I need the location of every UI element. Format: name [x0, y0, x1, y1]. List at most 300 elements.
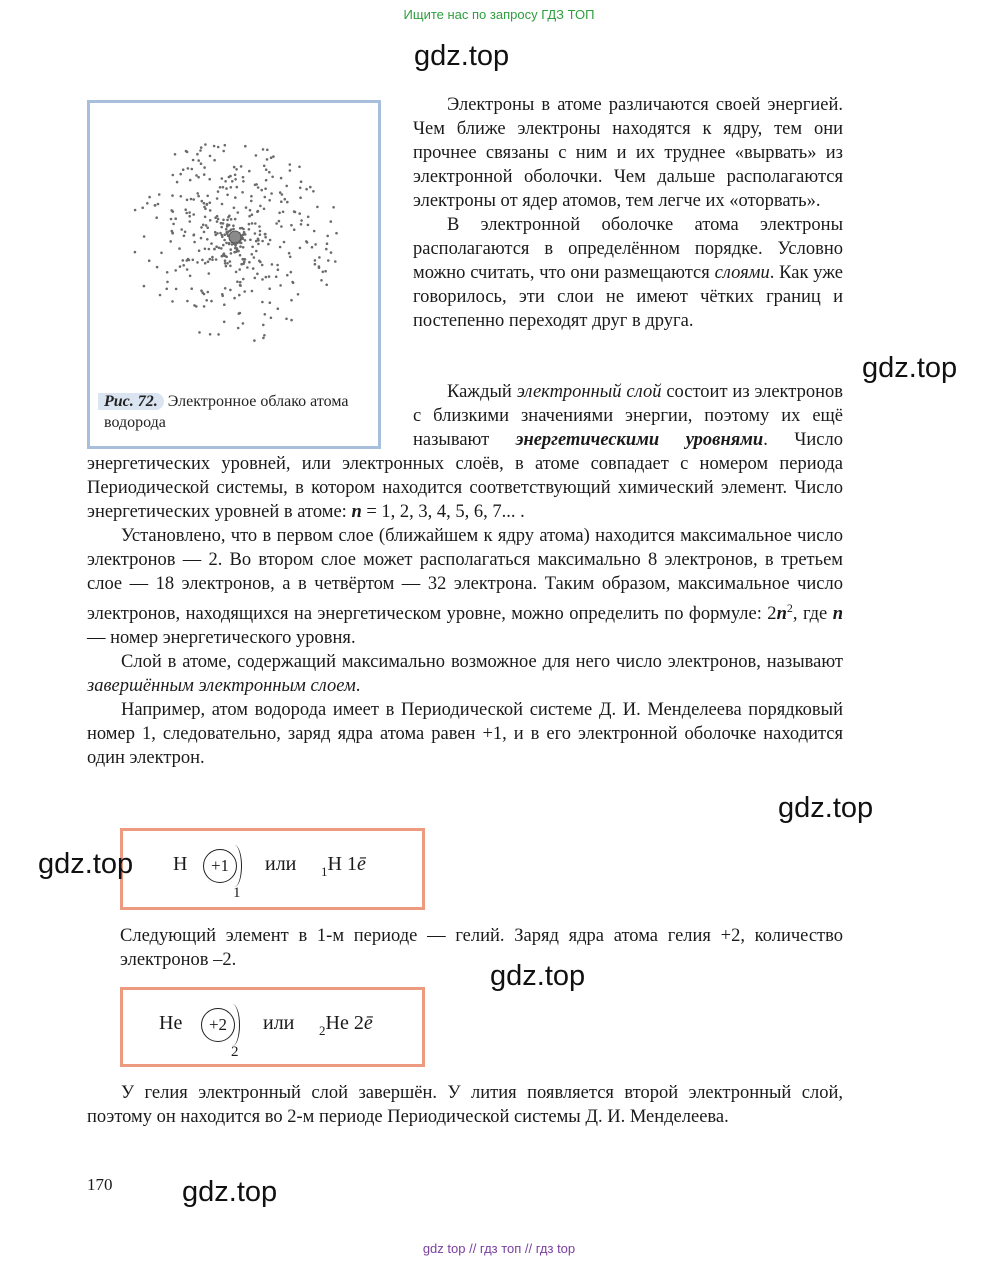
electron-dot — [200, 226, 203, 229]
electron-dot — [192, 159, 195, 162]
electron-dot — [318, 256, 321, 259]
electron-dot — [186, 300, 189, 303]
electron-dot — [188, 211, 191, 214]
electron-dot — [166, 271, 169, 274]
electron-dot — [218, 247, 221, 250]
electron-dot — [238, 294, 241, 297]
electron-dot — [282, 211, 285, 214]
electron-dot — [185, 150, 188, 153]
electron-dot — [234, 174, 237, 177]
electron-dot — [214, 216, 217, 219]
top-banner[interactable]: Ищите нас по запросу ГДЗ ТОП — [403, 7, 595, 22]
electron-dot — [278, 220, 281, 223]
electron-dot — [300, 219, 303, 222]
electron-dot — [262, 324, 265, 327]
electron-dot — [190, 198, 193, 201]
electron-dot — [263, 208, 266, 211]
electron-dot — [222, 186, 225, 189]
electron-dot — [266, 149, 269, 152]
electron-dot — [165, 288, 168, 291]
electron-dot — [222, 244, 225, 247]
text-fragment: Установлено, что в первом слое (ближайшем к ядру атома) находится максимальное число электронов — 2. Во втором слое может располагаться максимально 8 электронов, в третьем слое — 18 электронов, а в четвёртом — 32 электрона. Таким образом, максимальное число электронов, находящихся на энергетическом уровне, можно определить по формуле: 2 — [87, 526, 843, 625]
electron-dot — [170, 218, 173, 221]
watermark: gdz.top — [182, 1176, 278, 1208]
electron-dot — [261, 240, 264, 243]
electron-dot — [217, 190, 220, 193]
electron-dot — [200, 146, 203, 149]
electron-dot — [198, 249, 201, 252]
paragraph-layers — [413, 213, 843, 333]
electron-dot — [320, 279, 323, 282]
paragraph-lithium-text: У гелия электронный слой завершён. У лития появляется второй электронный слой, поэтому он находится во 2-м периоде Периодической системы Д. И. Менделеева. — [87, 1083, 843, 1127]
electron-dot — [171, 194, 174, 197]
electron-dot — [311, 246, 314, 249]
shell-electron-count: 1 — [233, 885, 241, 901]
electron-dot — [289, 163, 292, 166]
watermark: gdz.top — [862, 352, 958, 384]
electron-dot — [200, 289, 203, 292]
electron-dot — [178, 247, 181, 250]
electron-dot — [283, 241, 286, 244]
electron-dot — [171, 300, 174, 303]
electron-dot — [239, 284, 242, 287]
electron-dot — [154, 204, 157, 207]
electron-dot — [260, 189, 263, 192]
electron-dot — [289, 169, 292, 172]
electron-dot — [250, 195, 253, 198]
text-fragment: Каждый — [447, 382, 517, 402]
electron-dot — [201, 259, 204, 262]
electron-dot — [224, 259, 227, 262]
electron-dot — [264, 313, 267, 316]
electron-dot — [217, 333, 220, 336]
electron-dot — [299, 247, 302, 250]
electron-dot — [330, 220, 333, 223]
electron-dot — [189, 275, 192, 278]
electron-dot — [244, 145, 247, 148]
electron-dot — [179, 173, 182, 176]
paragraph-helium: Следующий элемент в 1-м периоде — гелий. Заряд ядра атома гелия +2, количество электронов –2. — [120, 926, 843, 970]
electron-dot — [188, 259, 191, 262]
electron-dot — [254, 222, 257, 225]
electron-dot — [166, 281, 169, 284]
electron-dot — [258, 225, 261, 228]
electron-dot — [233, 251, 236, 254]
electron-dot — [226, 262, 229, 265]
electron-dot — [221, 203, 224, 206]
electron-dot — [220, 247, 223, 250]
electron-dot — [199, 149, 202, 152]
electron-dot — [249, 209, 252, 212]
electron-dot — [242, 228, 245, 231]
electron-dot — [258, 260, 261, 263]
electron-dot — [261, 264, 264, 267]
electron-dot — [205, 299, 208, 302]
electron-dot — [191, 168, 194, 171]
electron-dot — [229, 289, 232, 292]
electron-dot — [298, 212, 301, 215]
electron-dot — [229, 230, 232, 233]
electron-dot — [225, 187, 228, 190]
electron-dot — [221, 255, 224, 258]
electron-dot — [237, 327, 240, 330]
right-column-text — [413, 93, 843, 333]
electron-dot — [227, 216, 230, 219]
electron-dot — [223, 233, 226, 236]
electron-dot — [262, 148, 265, 151]
electron-dot — [232, 224, 235, 227]
electron-dot — [225, 265, 228, 268]
electron-dot — [253, 256, 256, 259]
text-fragment: , где — [792, 604, 833, 625]
electron-dot — [209, 155, 212, 158]
electron-dot — [286, 274, 289, 277]
electron-dot — [134, 209, 137, 212]
electron-dot — [307, 216, 310, 219]
electron-dot — [228, 243, 231, 246]
electron-symbol: ē — [363, 1012, 373, 1034]
paragraph-energy-levels — [87, 380, 843, 770]
electron-dot — [209, 209, 212, 212]
electron-dot — [207, 260, 210, 263]
electron-dot — [334, 260, 337, 263]
electron-dot — [264, 196, 267, 199]
electron-dot — [242, 237, 245, 240]
electron-dot — [280, 200, 283, 203]
electron-dot — [314, 263, 317, 266]
electron-dot — [209, 258, 212, 261]
electron-dot — [259, 233, 262, 236]
electron-dot — [250, 200, 253, 203]
electron-dot — [221, 236, 224, 239]
text-fragment: . Как уже говорилось, эти слои не имеют чётких границ и постепенно переходят друг в друга. — [413, 263, 843, 331]
electron-dot — [270, 156, 273, 159]
watermark: gdz.top — [778, 792, 874, 824]
watermark: gdz.top — [414, 40, 510, 72]
formula-text: He 2 — [325, 1012, 364, 1034]
electron-dot — [242, 278, 245, 281]
electron-dot — [230, 252, 233, 255]
electron-dot — [219, 186, 222, 189]
electron-dot — [327, 259, 330, 262]
electron-dot — [268, 171, 271, 174]
electron-dot — [214, 231, 217, 234]
electron-dot — [261, 301, 264, 304]
electron-dot — [229, 248, 232, 251]
term-energy-levels: энергетическими уровнями — [515, 430, 764, 450]
electron-dot — [211, 256, 214, 259]
electron-dot — [235, 271, 238, 274]
electron-dot — [208, 248, 211, 251]
electron-dot — [238, 268, 241, 271]
electron-dot — [182, 168, 185, 171]
electron-dot — [268, 275, 271, 278]
electron-dot — [206, 195, 209, 198]
electron-dot — [284, 198, 287, 201]
electron-dot — [286, 201, 289, 204]
electron-dot — [220, 226, 223, 229]
electron-dot — [188, 215, 191, 218]
electron-dot — [201, 200, 204, 203]
hydrogen-scheme-box — [120, 828, 425, 910]
electron-dot — [230, 218, 233, 221]
electron-dot — [244, 239, 247, 242]
electron-dot — [332, 206, 335, 209]
electron-dot — [269, 239, 272, 242]
text-fragment: = 1, 2, 3, 4, 5, 6, 7... . — [361, 502, 525, 522]
electron-dot — [171, 232, 174, 235]
element-symbol-he: He — [159, 1012, 183, 1034]
electron-dot — [198, 331, 201, 334]
electron-dot — [184, 208, 187, 211]
electron-dot — [224, 180, 227, 183]
text-fragment: — номер энергетического уровня. — [87, 628, 356, 649]
electron-dot — [256, 210, 259, 213]
term-electron-layer: электронный слой — [516, 382, 662, 402]
electron-dot — [171, 230, 174, 233]
electron-dot — [330, 251, 333, 254]
electron-dot — [270, 192, 273, 195]
electron-dot — [233, 207, 236, 210]
electron-dot — [314, 259, 317, 262]
electron-symbol: ē — [356, 853, 366, 875]
electron-dot — [193, 241, 196, 244]
electron-dot — [246, 266, 249, 269]
paragraph-complete-layer — [87, 650, 843, 698]
electron-dot — [326, 242, 329, 245]
electron-dot — [289, 256, 292, 259]
electron-dot — [170, 209, 173, 212]
electron-dot — [216, 197, 219, 200]
electron-dot — [299, 187, 302, 190]
electron-dot — [146, 202, 149, 205]
electron-dot — [279, 284, 282, 287]
electron-dot — [233, 166, 236, 169]
electron-dot — [277, 307, 280, 310]
electron-dot — [187, 167, 190, 170]
electron-dot — [236, 280, 239, 283]
electron-dot — [241, 191, 244, 194]
electron-dot — [210, 300, 213, 303]
electron-dot — [217, 146, 220, 149]
electron-dot — [242, 246, 245, 249]
electron-dot — [160, 252, 163, 255]
electron-dot — [230, 186, 233, 189]
electron-dot — [251, 290, 254, 293]
shell-electron-count: 2 — [231, 1044, 239, 1060]
electron-dot — [208, 178, 211, 181]
electron-dot — [174, 153, 177, 156]
electron-dot — [240, 263, 243, 266]
electron-dot — [215, 258, 218, 261]
electron-dot — [221, 294, 224, 297]
electron-dot — [241, 258, 244, 261]
electron-dot — [264, 233, 267, 236]
electron-dot — [263, 334, 266, 337]
electron-dot — [278, 212, 281, 215]
electron-dot — [185, 212, 188, 215]
electron-dot — [322, 271, 325, 274]
electron-dot — [197, 195, 200, 198]
electron-dot — [196, 261, 199, 264]
electron-dot — [316, 206, 319, 209]
electron-dot — [293, 228, 296, 231]
electron-dot — [148, 196, 151, 199]
electron-dot — [231, 180, 234, 183]
electron-dot — [255, 250, 258, 253]
electron-dot — [192, 259, 195, 262]
electron-dot — [174, 269, 177, 272]
electron-dot — [242, 322, 245, 325]
electron-dot — [183, 235, 186, 238]
paragraph-electron-energy: Электроны в атоме различаются своей энергией. Чем ближе электроны находятся к ядру, тем они прочнее связаны с ним и их труднее «вырвать» из электронной оболочки. Чем дальше располагаются электроны от ядер атомов, тем легче их «оторвать». — [413, 95, 843, 211]
electron-dot — [254, 184, 257, 187]
electron-dot — [210, 242, 213, 245]
electron-dot — [248, 261, 251, 264]
electron-dot — [226, 219, 229, 222]
electron-dot — [254, 277, 257, 280]
electron-dot — [325, 284, 328, 287]
electron-dot — [158, 193, 161, 196]
electron-dot — [288, 252, 291, 255]
electron-dot — [192, 213, 195, 216]
electron-dot — [209, 333, 212, 336]
electron-dot — [265, 168, 268, 171]
electron-dot — [255, 154, 258, 157]
electron-dot — [182, 264, 185, 267]
electron-dot — [169, 240, 172, 243]
electron-dot — [279, 246, 282, 249]
text-fragment: . — [355, 676, 361, 697]
electron-dot — [221, 177, 224, 180]
electron-dot — [239, 227, 242, 230]
electron-dot — [207, 291, 210, 294]
electron-dot — [186, 268, 189, 271]
figure-label: Рис. 72. — [98, 393, 164, 410]
electron-dot — [157, 203, 160, 206]
watermark: gdz.top — [38, 848, 134, 880]
electron-dot — [203, 293, 206, 296]
electron-dot — [213, 248, 216, 251]
footer-links[interactable]: gdz top // гдз топ // гдз top — [422, 1241, 576, 1256]
electron-dot — [271, 176, 274, 179]
electron-dot — [239, 245, 242, 248]
electron-dot — [257, 238, 260, 241]
atomic-number-subscript: 1 — [321, 864, 328, 879]
electron-dot — [240, 165, 243, 168]
electron-dot — [222, 219, 225, 222]
electron-dot — [192, 234, 195, 237]
electron-dot — [290, 299, 293, 302]
electron-dot — [143, 285, 146, 288]
electron-dot — [204, 262, 207, 265]
electron-dot — [234, 196, 237, 199]
nucleus-charge-circle: +2 — [201, 1008, 235, 1042]
symbol-n: n — [351, 502, 362, 522]
electron-dot — [225, 228, 228, 231]
element-symbol-h: H — [173, 853, 188, 875]
electron-dot — [216, 220, 219, 223]
electron-dot — [265, 276, 268, 279]
electron-dot — [223, 239, 226, 242]
electron-dot — [208, 272, 211, 275]
electron-dot — [266, 158, 269, 161]
electron-dot — [285, 318, 288, 321]
electron-dot — [223, 321, 226, 324]
electron-dot — [251, 213, 254, 216]
electron-dot — [155, 216, 158, 219]
term-layers: слоями — [714, 263, 770, 283]
electron-dot — [240, 242, 243, 245]
electron-dot — [223, 303, 226, 306]
electron-dot — [318, 265, 321, 268]
text-fragment: состоит из электронов с близкими значениями энергии, поэтому их ещё называют — [413, 382, 843, 450]
electron-dot — [275, 222, 278, 225]
electron-dot — [297, 293, 300, 296]
electron-dot — [264, 187, 267, 190]
electron-dot — [236, 186, 239, 189]
electron-dot — [206, 226, 209, 229]
electron-dot — [197, 176, 200, 179]
electron-dot — [189, 220, 192, 223]
electron-dot — [313, 230, 316, 233]
electron-dot — [196, 192, 199, 195]
electron-dot — [290, 224, 293, 227]
electron-dot — [249, 239, 252, 242]
electron-dot — [213, 145, 216, 148]
electron-dot — [270, 317, 273, 320]
electron-dot — [203, 166, 206, 169]
electron-dot — [204, 143, 207, 146]
electron-dot — [268, 287, 271, 290]
electron-dot — [280, 177, 283, 180]
electron-dot — [234, 178, 237, 181]
electron-dot — [242, 180, 245, 183]
electron-dot — [244, 258, 247, 261]
electron-dot — [156, 266, 159, 269]
electron-dot — [222, 222, 225, 225]
electron-dot — [224, 255, 227, 258]
electron-dot — [179, 265, 182, 268]
electron-dot — [305, 188, 308, 191]
electron-dot — [239, 312, 242, 315]
electron-dot — [324, 270, 327, 273]
paragraph-hydrogen: Например, атом водорода имеет в Периодической системе Д. И. Менделеева порядковый номер 1, следовательно, заряд ядра атома равен +1, и в его электронной оболочке находится один электрон. — [87, 700, 843, 769]
electron-dot — [143, 235, 146, 238]
watermark: gdz.top — [490, 960, 586, 992]
text-fragment: . Число энергетических уровней, или электронных слоёв, в атоме совпадает с номером периода Периодической системы, в котором находится соответствующий химический элемент. Число энергетических уровней в атоме: — [87, 430, 844, 522]
electron-dot — [267, 243, 270, 246]
electron-dot — [254, 232, 257, 235]
electron-dot — [251, 222, 254, 225]
electron-dot — [172, 174, 175, 177]
electron-dot — [290, 271, 293, 274]
electron-dot — [229, 260, 232, 263]
term-complete-layer: завершённым электронным слоем — [87, 676, 356, 697]
electron-dot — [195, 174, 198, 177]
electron-dot — [202, 224, 205, 227]
electron-dot — [172, 223, 175, 226]
electron-dot — [190, 287, 193, 290]
electron-dot — [213, 159, 216, 162]
electron-dot — [234, 218, 237, 221]
electron-dot — [276, 264, 279, 267]
symbol-n: n — [832, 604, 843, 625]
electron-dot — [237, 211, 240, 214]
electron-dot — [259, 230, 262, 233]
electron-dot — [251, 246, 254, 249]
electron-dot — [200, 237, 203, 240]
